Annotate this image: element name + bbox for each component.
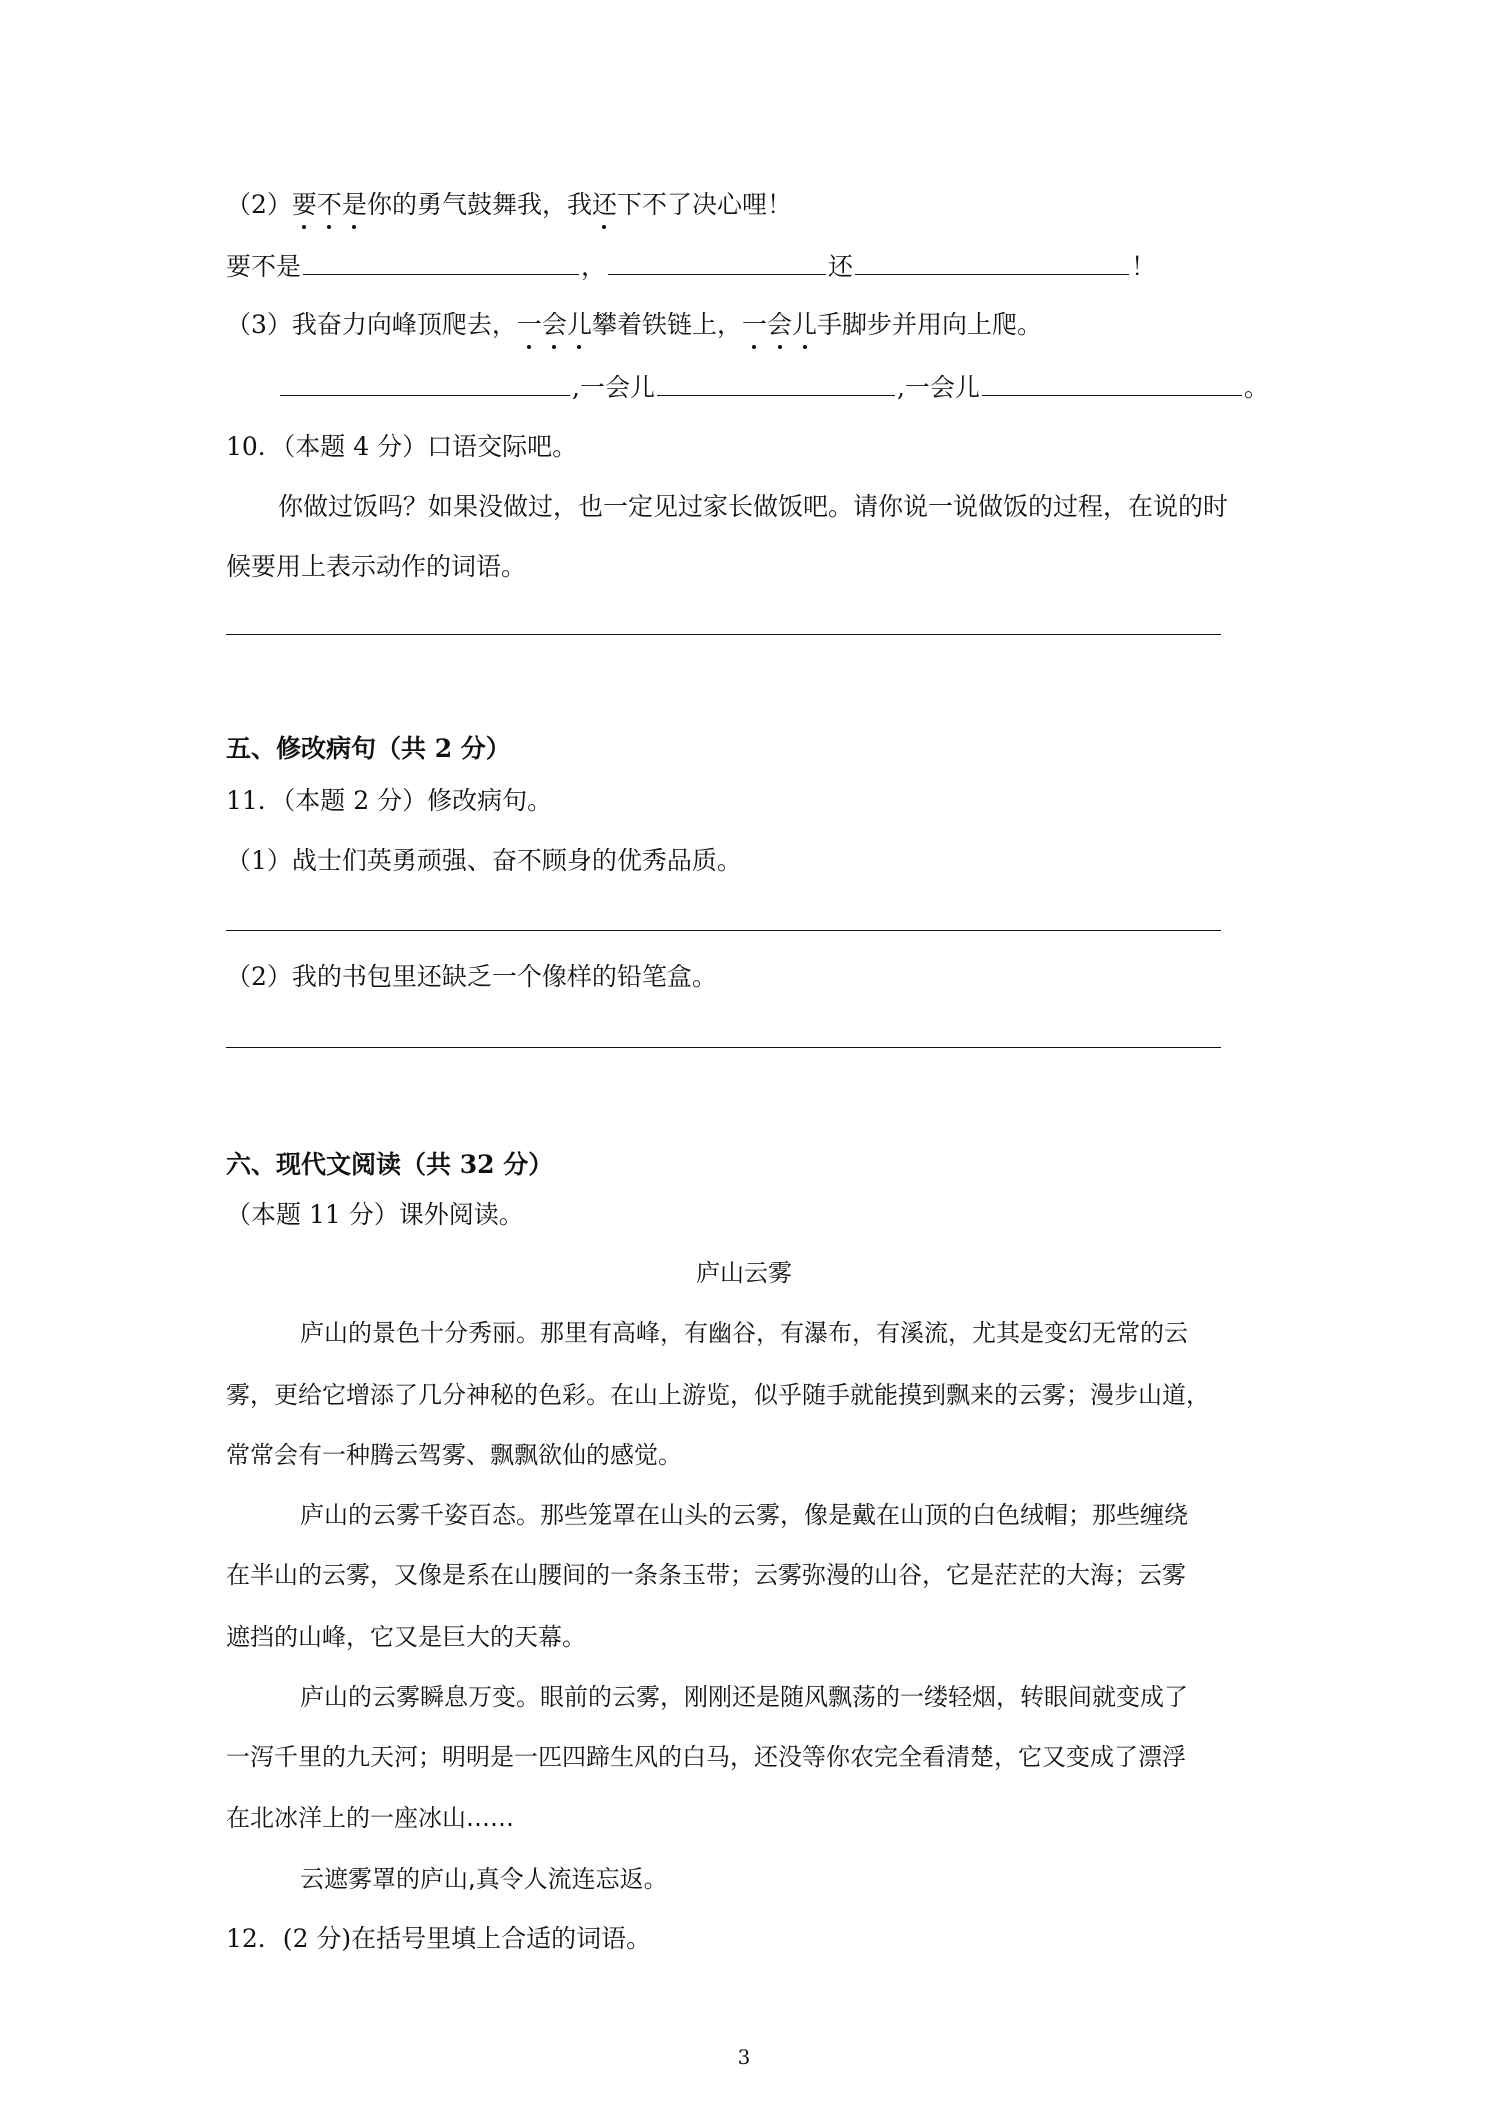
q11-title: 11．（本题 2 分）修改病句。 bbox=[226, 786, 553, 815]
q9-fill-3: ,一会儿 ,一会儿 。 bbox=[278, 373, 1269, 403]
answer-line[interactable] bbox=[226, 634, 1221, 635]
passage-line: 云遮雾罩的庐山,真令人流连忘返。 bbox=[300, 1865, 668, 1893]
passage-line: 雾，更给它增添了几分神秘的色彩。在山上游览，似乎随手就能摸到飘来的云雾；漫步山道， bbox=[226, 1381, 1210, 1409]
q9-sentence-3: （3）我奋力向峰顶爬去，一会儿攀着铁链上，一会儿手脚步并用向上爬。 bbox=[226, 310, 1043, 339]
q9-fill-2: 要不是 ， 还 ！ bbox=[226, 252, 1157, 281]
q11-sentence-1: （1）战士们英勇顽强、奋不顾身的优秀品质。 bbox=[226, 846, 742, 875]
passage-line: 一泻千里的九天河；明明是一匹四蹄生风的白马，还没等你农完全看清楚，它又变成了漂浮 bbox=[226, 1743, 1186, 1771]
passage-line: 庐山的云雾瞬息万变。眼前的云雾，刚刚还是随风飘荡的一缕轻烟，转眼间就变成了 bbox=[300, 1683, 1188, 1711]
answer-blank[interactable] bbox=[657, 373, 895, 396]
passage-line: 庐山的云雾千姿百态。那些笼罩在山头的云雾，像是戴在山顶的白色绒帽；那些缠绕 bbox=[300, 1501, 1188, 1529]
emphasis-dot-char: 要 bbox=[291, 190, 317, 219]
answer-blank[interactable] bbox=[855, 252, 1129, 275]
answer-blank[interactable] bbox=[303, 252, 579, 275]
q11-sentence-2: （2）我的书包里还缺乏一个像样的铅笔盒。 bbox=[226, 962, 717, 991]
q10-title: 10．（本题 4 分）口语交际吧。 bbox=[226, 432, 578, 461]
answer-line[interactable] bbox=[226, 1047, 1221, 1048]
q12-title: 12．(2 分)在括号里填上合适的词语。 bbox=[226, 1924, 652, 1953]
emphasis-dot-char: 是 bbox=[341, 190, 367, 219]
passage-line: 遮挡的山峰，它又是巨大的天幕。 bbox=[226, 1623, 586, 1651]
passage-line: 在北冰洋上的一座冰山…… bbox=[226, 1804, 514, 1832]
answer-line[interactable] bbox=[226, 930, 1221, 931]
answer-blank[interactable] bbox=[280, 373, 570, 396]
emphasis-dot-char: 儿 bbox=[792, 310, 818, 339]
emphasis-dot-char: 儿 bbox=[566, 310, 592, 339]
section-5-title: 五、修改病句（共 2 分） bbox=[226, 734, 511, 763]
emphasis-dot-char: 会 bbox=[767, 310, 793, 339]
emphasis-dot-char: 一 bbox=[741, 310, 767, 339]
q10-prompt-line-1: 你做过饭吗？如果没做过，也一定见过家长做饭吧。请你说一说做饭的过程，在说的时 bbox=[278, 492, 1229, 521]
passage-line: 常常会有一种腾云驾雾、飘飘欲仙的感觉。 bbox=[226, 1441, 682, 1469]
passage-line: 在半山的云雾，又像是系在山腰间的一条条玉带；云雾弥漫的山谷，它是茫茫的大海；云雾 bbox=[226, 1561, 1186, 1589]
emphasis-dot-char: 会 bbox=[541, 310, 567, 339]
q10-prompt-line-2: 候要用上表示动作的词语。 bbox=[226, 552, 527, 581]
emphasis-dot-char: 一 bbox=[516, 310, 542, 339]
passage-title: 庐山云雾 bbox=[696, 1259, 792, 1287]
answer-blank[interactable] bbox=[982, 373, 1242, 396]
passage-line: 庐山的景色十分秀丽。那里有高峰，有幽谷，有瀑布，有溪流，尤其是变幻无常的云 bbox=[300, 1319, 1188, 1347]
page-number: 3 bbox=[737, 2045, 751, 2069]
emphasis-dot-char: 还 bbox=[591, 190, 617, 219]
reading-intro: （本题 11 分）课外阅读。 bbox=[226, 1200, 524, 1229]
q9-sentence-2: （2）要不是你的勇气鼓舞我，我还下不了决心哩！ bbox=[226, 190, 792, 219]
answer-blank[interactable] bbox=[608, 252, 826, 275]
emphasis-dot-char: 不 bbox=[316, 190, 342, 219]
section-6-title: 六、现代文阅读（共 32 分） bbox=[226, 1150, 554, 1179]
